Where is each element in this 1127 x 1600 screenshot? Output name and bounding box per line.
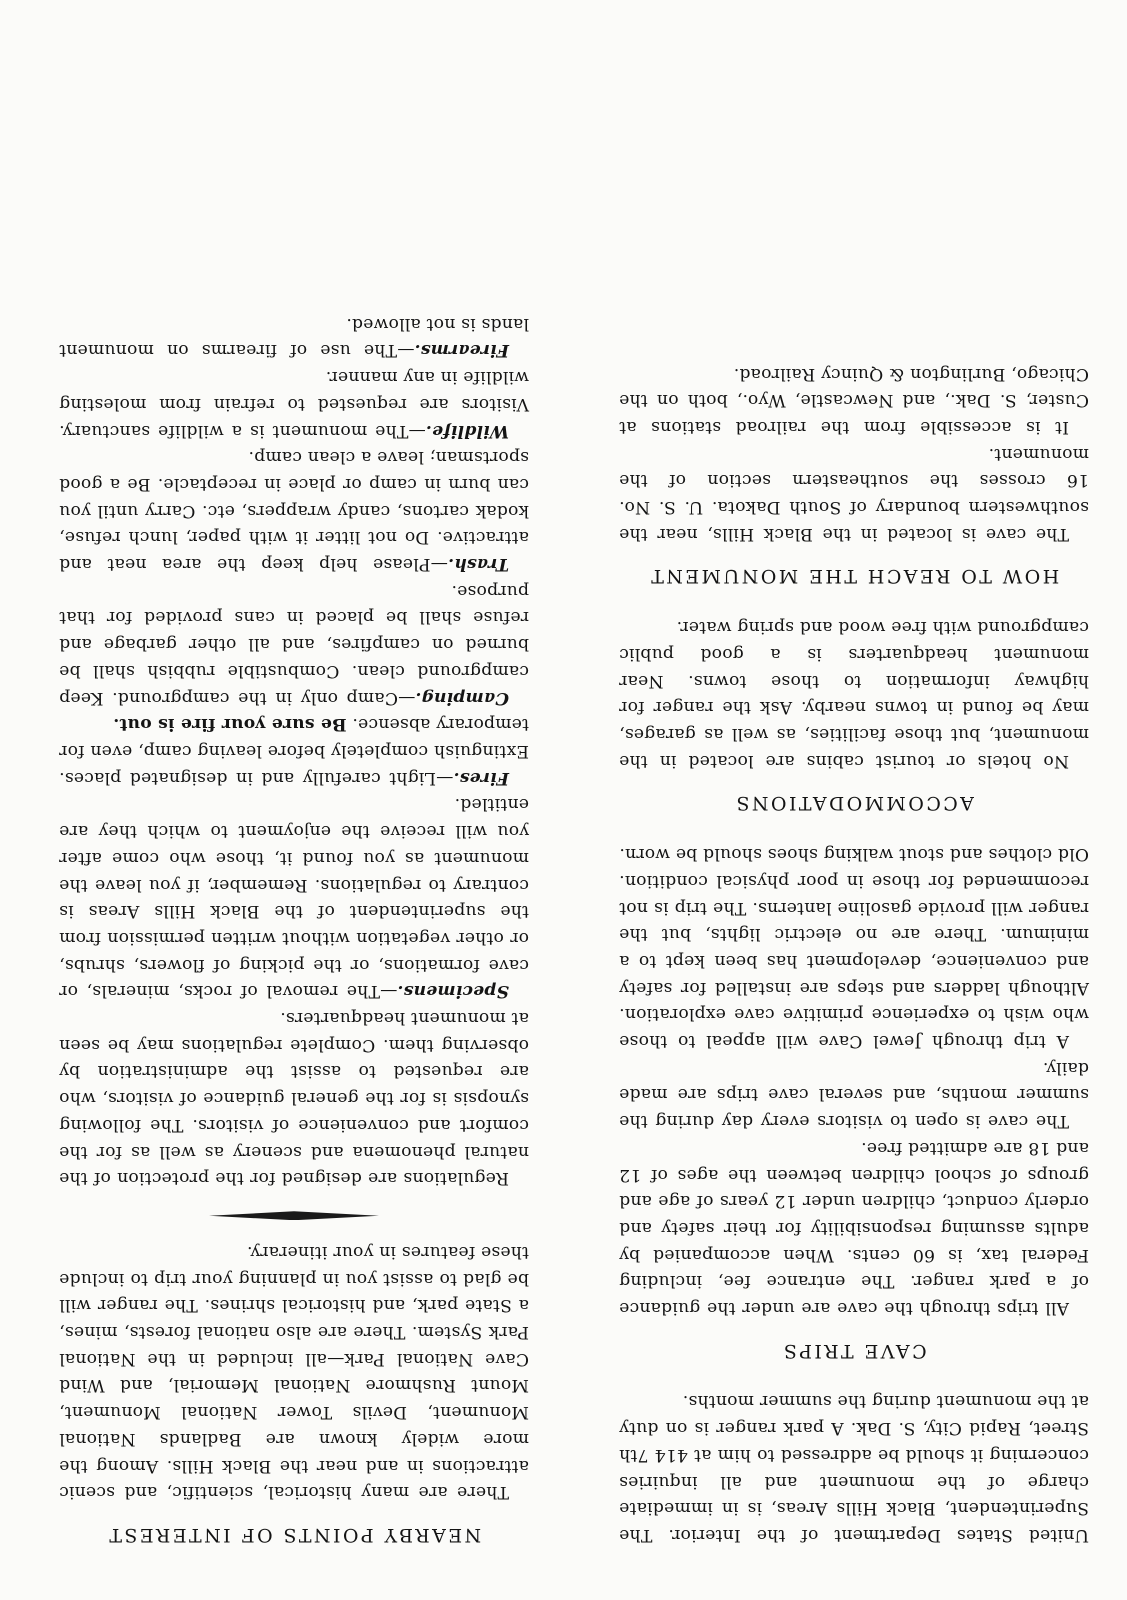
- regulation-lead: Firearms.: [414, 340, 509, 361]
- nearby-points-paragraph: There are many historical, scientific, and scenic attractions in and near the Black Hills. Among the more widely known are Badlands National Monument, Devils Tower National Monument, Mount Rushmore National Memorial, and Wind Cave National Park—all included in the National Park System. There are also national forests, mines, a State park, and historical shrines. The ranger will be glad to assist you in planning your trip to include these features in your itinerary.: [59, 1241, 529, 1503]
- regulation-trash: [59, 444, 529, 578]
- regulation-emphasis: Be sure your fire is out.: [113, 714, 347, 735]
- accommodations-heading: ACCOMMODATIONS: [734, 792, 974, 815]
- section-divider: [209, 1211, 379, 1220]
- cave-trips-fee-paragraph: All trips through the cave are under the guidance of a park ranger. The entrance fee, including Federal tax, is 60 cents. When accompanied by adults assuming responsibility for their safety and orderly conduct, children under 12 years of age and groups of school children between the ages of 12 and 18 are admitted free.: [619, 1137, 1089, 1319]
- accommodations-paragraph: No hotels or tourist cabins are located in the monument, but those facilities, as well as garages, may be found in towns nearby. Ask the ranger for highway information to those towns. Near monument headquarters is a good public campground with free wood and spring water.: [619, 617, 1089, 771]
- regulation-specimens: [59, 791, 529, 1005]
- right-column: [59, 310, 529, 1548]
- cave-trips-schedule-paragraph: The cave is open to visitors every day during the summer months, and several cave trips are made daily.: [619, 1057, 1089, 1132]
- regulation-text: —The use of firearms on monument lands is not allowed.: [59, 313, 529, 361]
- left-column: [619, 360, 1089, 1548]
- how-to-reach-heading: HOW TO REACH THE MONUMENT: [648, 565, 1060, 588]
- regulation-text: —The removal of rocks, minerals, or cave formations, or the picking of flowers, shrubs, or other vegetation without written permission from the superintendent of the Black Hills Areas is contrary to regulations. Remember, if you leave the monument as you found it, those who come after you will receive the enjoyment to which they are entitled.: [59, 794, 529, 1002]
- regulations-intro-paragraph: Regulations are designed for the protection of the natural phenomena and scenery as well as for the comfort and convenience of visitors. The following synopsis is for the general guidance of visitors, who are requested to assist the administration by observing them. Complete regulations may be seen at monument headquarters.: [59, 1008, 529, 1189]
- regulation-text: —Light carefully and in designated places. Extinguish completely before leaving camp, even for temporary absence.: [59, 714, 529, 788]
- regulation-lead: Specimens.: [397, 981, 509, 1002]
- regulation-text: —The monument is a wildlife sanctuary. Visitors are requested to refrain from molesting wildlife in any manner.: [59, 367, 529, 441]
- regulation-fires: [59, 711, 529, 791]
- railroad-paragraph: It is accessible from the railroad stations at Custer, S. Dak., and Newcastle, Wyo., both on the Chicago, Burlington & Quincy Railroad.: [619, 363, 1089, 437]
- regulation-lead: Fires.: [453, 767, 509, 788]
- regulation-text: —Please help keep the area neat and attractive. Do not litter it with paper, lunch refuse, kodak cartons, candy wrappers, etc. Carry until you can burn in camp or place in receptacle. Be a good sportsman; leave a clean camp.: [59, 447, 529, 575]
- regulation-camping: [59, 577, 529, 711]
- regulation-firearms: [59, 310, 529, 363]
- nearby-points-heading: NEARBY POINTS OF INTEREST: [106, 1524, 482, 1546]
- regulation-wildlife: [59, 363, 529, 443]
- administration-paragraph: United States Department of the Interior. The Superintendent, Black Hills Areas, is in immediate charge of the monument and all inquiries concerning it should be addressed to him at 414 7th Street, Rapid City, S. Dak. A park ranger is on duty at the monument during the summer months.: [619, 1391, 1089, 1545]
- location-paragraph: The cave is located in the Black Hills, near the southwestern boundary of South Dakota. U. S. No. 16 crosses the southeastern section of the monument.: [619, 443, 1089, 544]
- regulation-lead: Trash.: [447, 554, 509, 575]
- regulation-lead: Camping.: [415, 687, 509, 708]
- regulation-lead: Wildlife.: [425, 420, 509, 441]
- cave-trips-heading: CAVE TRIPS: [781, 1339, 927, 1362]
- regulation-text: —Camp only in the campground. Keep campground clean. Combustible rubbish shall be burned on campfires, and all other garbage and refuse shall be placed in cans provided for that purpose.: [59, 580, 529, 708]
- cave-trips-description-paragraph: A trip through Jewel Cave will appeal to those who wish to experience primitive cave exploration. Although ladders and steps are installed for safety and convenience, development has been kept to a minimum. There are no electric lights, but the ranger will provide gasoline lanterns. The trip is not recommended for those in poor physical condition. Old clothes and stout walking shoes should be worn.: [619, 844, 1089, 1052]
